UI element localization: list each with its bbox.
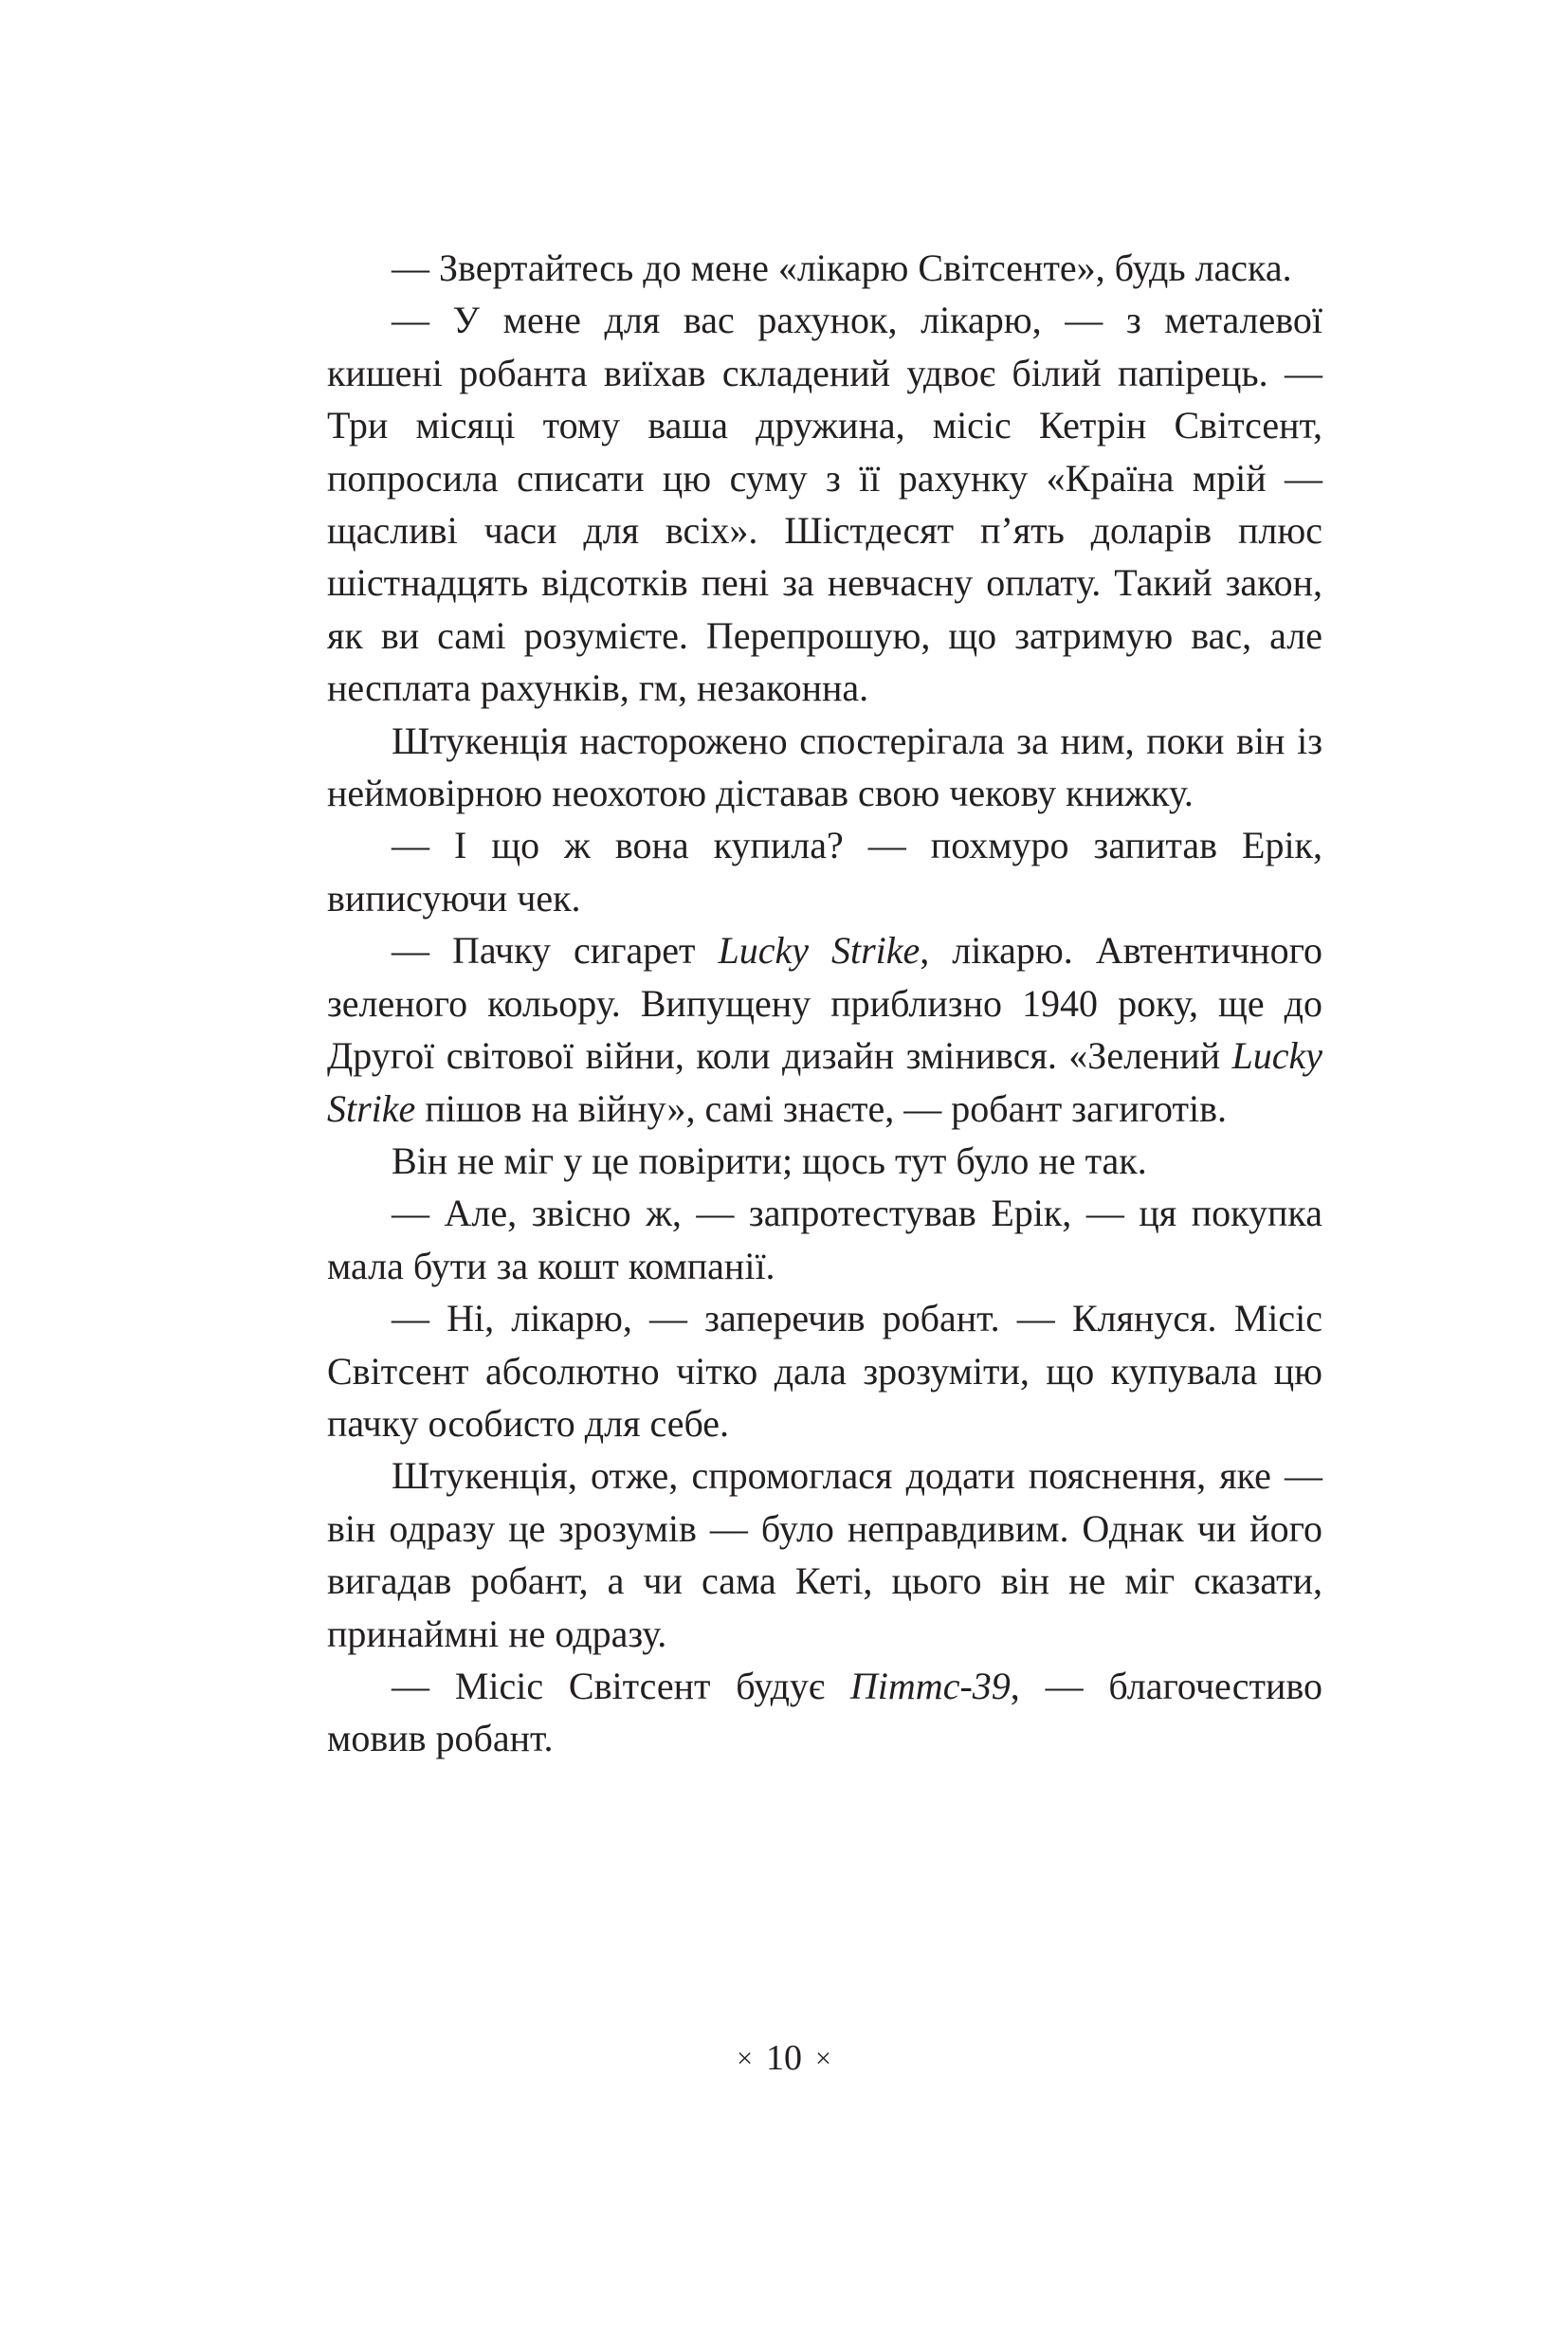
paragraph-6 <box>327 1135 1322 1187</box>
segment: , — благочестиво мовив робант. <box>327 1664 1322 1760</box>
segment: — Ні, лікарю, — заперечив робант. — Клянуся. Місіс Світсент абсолютно чітко дала зрозуміти, що купувала цю пачку особисто для себе. <box>327 1297 1322 1445</box>
segment: — Місіс Світсент будує <box>392 1664 850 1707</box>
segment: — У мене для вас рахунок, лікарю, — з металевої кишені робанта виїхав складений удвоє білий папірець. — Три місяці тому ваша дружина, місіс Кетрін Світсент, попросила списати цю суму з її рахунку «Країна мрій — щасливі часи для всіх». Шістдесят п’ять доларів плюс шістнадцять відсотків пені за невчасну оплату. Такий закон, як ви самі розумієте. Перепрошую, що затримую вас, але несплата рахунків, гм, незаконна. <box>327 299 1322 710</box>
ornament-left: × <box>737 2043 753 2074</box>
segment: — І що ж вона купила? — похмуро запитав Ерік, виписуючи чек. <box>327 824 1322 920</box>
paragraph-7 <box>327 1187 1322 1292</box>
segment: — Але, звісно ж, — запротестував Ерік, — ця покупка мала бути за кошт компанії. <box>327 1192 1322 1287</box>
paragraph-1 <box>327 242 1322 294</box>
segment: Штукенція, отже, спромоглася додати пояснення, яке — він одразу це зрозумів — було неправдивим. Однак чи його вигадав робант, а чи сама Кеті, цього він не міг сказати, принаймні не одразу. <box>327 1454 1322 1655</box>
segment: — Пачку сигарет <box>392 929 719 973</box>
paragraph-2 <box>327 294 1322 714</box>
segment: Штукенція насторожено спостерігала за ним, поки він із неймовірною неохотою діставав свою чекову книжку. <box>327 719 1322 815</box>
segment-italic: Піттс-39 <box>849 1664 1011 1707</box>
page-footer <box>0 2034 1568 2085</box>
paragraph-3 <box>327 715 1322 820</box>
paragraph-8 <box>327 1292 1322 1449</box>
segment-italic: Lucky Strike <box>718 929 921 973</box>
segment-italic: Lucky Strike <box>327 1034 1322 1130</box>
page-number: 10 <box>766 2038 802 2078</box>
segment: пішов на війну», самі знаєте, — робант загиготів. <box>415 1086 1227 1130</box>
page-body <box>327 242 1322 1765</box>
paragraph-10 <box>327 1660 1322 1765</box>
paragraph-4 <box>327 819 1322 924</box>
segment: , лікарю. Автентичного зеленого кольору. Випущену приблизно 1940 року, ще до Другої світової війни, коли дизайн змінився. «Зелений <box>327 929 1323 1078</box>
paragraph-5 <box>327 924 1322 1135</box>
segment: — Звертайтесь до мене «лікарю Світсенте», будь ласка. <box>392 246 1292 289</box>
paragraph-9 <box>327 1449 1322 1660</box>
ornament-right: × <box>815 2043 831 2074</box>
segment: Він не міг у це повірити; щось тут було не так. <box>392 1139 1147 1182</box>
